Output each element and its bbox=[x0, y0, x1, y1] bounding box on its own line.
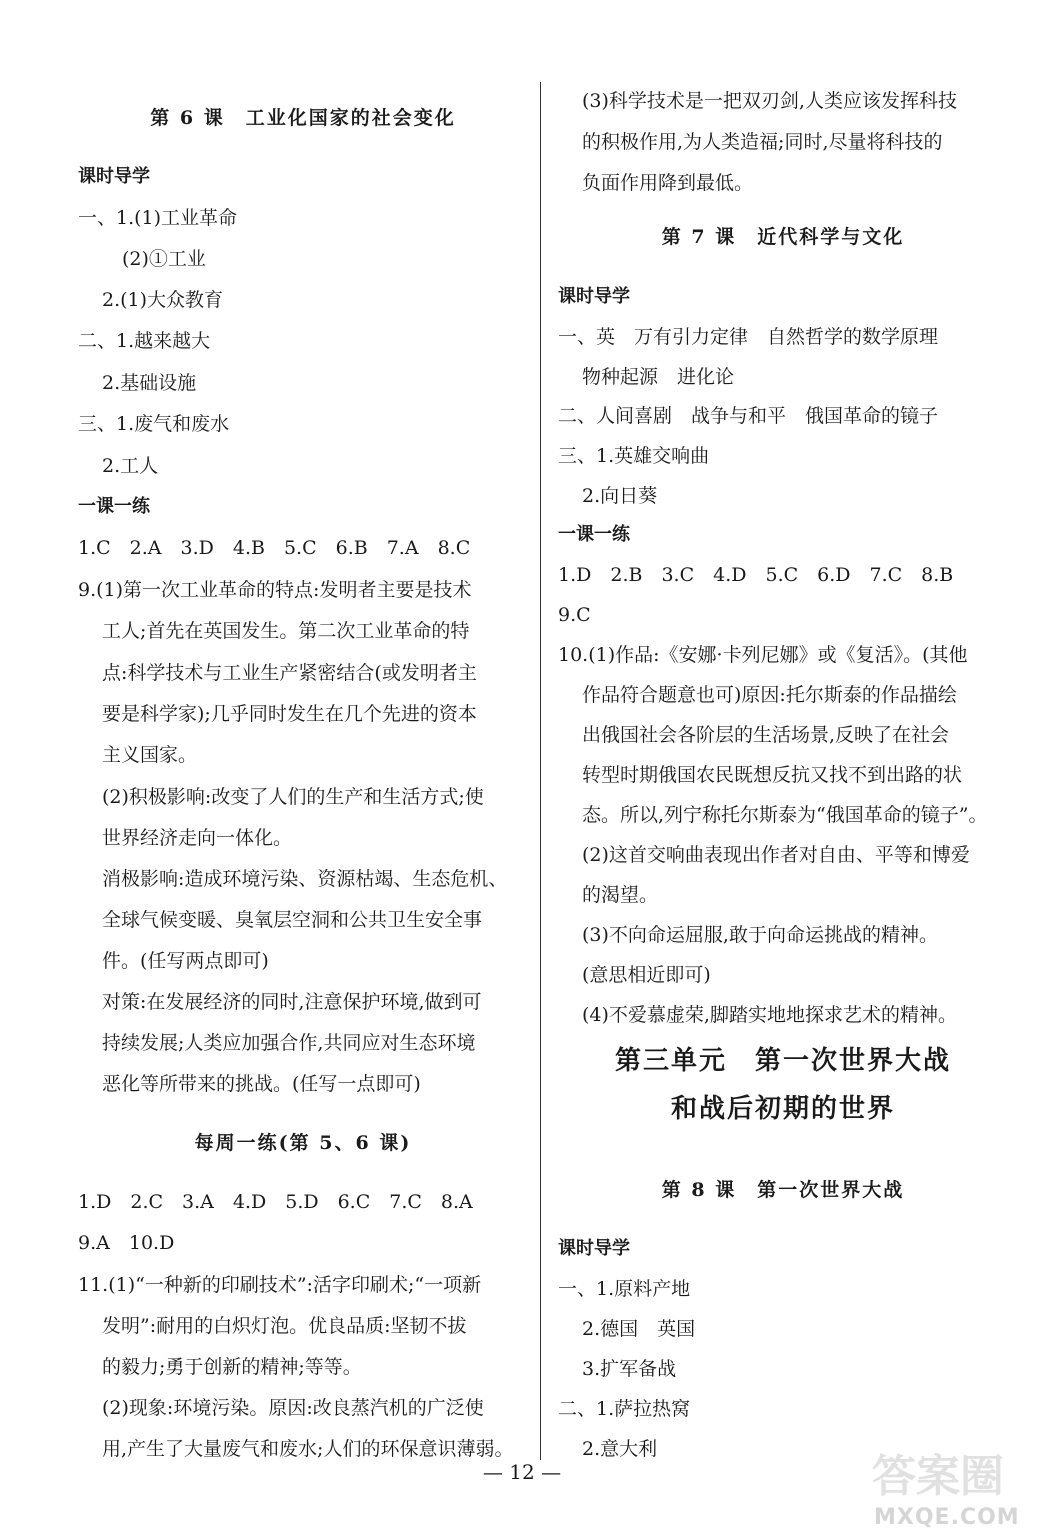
answer-line: 消极影响:造成环境污染、资源枯竭、生态危机、 bbox=[102, 868, 508, 890]
answer-line: 一、1.(1)工业革命 bbox=[78, 207, 238, 229]
lesson-7-title: 第 7 课 近代科学与文化 bbox=[661, 226, 905, 248]
answer-line: 作品符合题意也可)原因:托尔斯泰的作品描绘 bbox=[582, 684, 957, 706]
answer-line: 9.A 10.D bbox=[78, 1232, 175, 1254]
answer-line: 的渴望。 bbox=[582, 884, 659, 906]
answer-line: 2.基础设施 bbox=[102, 372, 197, 394]
answer-line: (2)①工业 bbox=[122, 248, 206, 270]
answer-line: 对策:在发展经济的同时,注意保护环境,做到可 bbox=[102, 991, 482, 1013]
answer-line: 点:科学技术与工业生产紧密结合(或发明者主 bbox=[102, 662, 477, 684]
answer-line: 转型时期俄国农民既想反抗又找不到出路的状 bbox=[582, 764, 963, 786]
answer-line: (2)这首交响曲表现出作者对自由、平等和博爱 bbox=[582, 844, 970, 866]
page-number: — 12 — bbox=[482, 1460, 562, 1484]
answer-line: 二、1.越来越大 bbox=[78, 330, 211, 352]
answer-line: 2.德国 英国 bbox=[582, 1318, 696, 1340]
answer-line: 9.(1)第一次工业革命的特点:发明者主要是技术 bbox=[78, 579, 472, 601]
answer-line: (4)不爱慕虚荣,脚踏实地地探求艺术的精神。 bbox=[582, 1004, 957, 1026]
section-label-keshi-daoxue: 课时导学 bbox=[558, 286, 630, 307]
answer-line: (意思相近即可) bbox=[582, 964, 711, 986]
answer-line: 三、1.英雄交响曲 bbox=[558, 445, 710, 467]
answer-line: 的毅力;勇于创新的精神;等等。 bbox=[102, 1356, 362, 1378]
answer-line: 恶化等所带来的挑战。(任写一点即可) bbox=[102, 1073, 421, 1095]
column-divider bbox=[540, 82, 541, 1460]
answer-line: 1.D 2.C 3.A 4.D 5.D 6.C 7.C 8.A bbox=[78, 1191, 473, 1213]
watermark-mark: 答案圈 bbox=[872, 1451, 1004, 1502]
answer-line: 9.C bbox=[558, 604, 591, 626]
weekly-practice-title: 每周一练(第 5、6 课) bbox=[194, 1132, 412, 1154]
answer-line: 要是科学家);几乎同时发生在几个先进的资本 bbox=[102, 703, 477, 725]
answer-line: 发明”:耐用的白炽灯泡。优良品质:坚韧不拔 bbox=[102, 1315, 467, 1337]
section-label-yike-yilian: 一课一练 bbox=[78, 496, 150, 517]
answer-line: 2.向日葵 bbox=[582, 485, 658, 507]
section-label-keshi-daoxue: 课时导学 bbox=[78, 166, 150, 187]
answer-line: 1.D 2.B 3.C 4.D 5.C 6.D 7.C 8.B bbox=[558, 564, 954, 586]
answer-line: (3)科学技术是一把双刃剑,人类应该发挥科技 bbox=[582, 90, 957, 112]
answer-line: 的积极作用,为人类造福;同时,尽量将科技的 bbox=[582, 131, 943, 153]
lesson-8-title: 第 8 课 第一次世界大战 bbox=[661, 1179, 905, 1201]
answer-line: 三、1.废气和废水 bbox=[78, 413, 230, 435]
answer-line: 工人;首先在英国发生。第二次工业革命的特 bbox=[102, 620, 470, 642]
answer-line: 二、1.萨拉热窝 bbox=[558, 1398, 691, 1420]
answer-line: 用,产生了大量废气和废水;人们的环保意识薄弱。 bbox=[102, 1438, 514, 1460]
answer-line: 主义国家。 bbox=[102, 744, 198, 766]
answer-line: 10.(1)作品:《安娜·卡列尼娜》或《复活》。(其他 bbox=[558, 644, 968, 666]
answer-line: 持续发展;人类应加强合作,共同应对生态环境 bbox=[102, 1032, 476, 1054]
answer-line: 1.C 2.A 3.D 4.B 5.C 6.B 7.A 8.C bbox=[78, 537, 471, 559]
answer-line: 全球气候变暖、臭氧层空洞和公共卫生安全事 bbox=[102, 909, 483, 931]
unit-title-line-2: 和战后初期的世界 bbox=[670, 1094, 895, 1124]
answer-line: 2.(1)大众教育 bbox=[102, 289, 224, 311]
section-label-yike-yilian: 一课一练 bbox=[558, 524, 630, 545]
answer-line: 11.(1)“一种新的印刷技术”:活字印刷术;“一项新 bbox=[78, 1274, 482, 1296]
answer-line: 二、人间喜剧 战争与和平 俄国革命的镜子 bbox=[558, 405, 939, 427]
answer-line: 世界经济走向一体化。 bbox=[102, 827, 293, 849]
unit-title-line-1: 第三单元 第一次世界大战 bbox=[614, 1046, 951, 1076]
answer-line: 负面作用降到最低。 bbox=[582, 172, 754, 194]
answer-line: (2)现象:环境污染。原因:改良蒸汽机的广泛使 bbox=[102, 1397, 484, 1419]
answer-line: 态。所以,列宁称托尔斯泰为“俄国革命的镜子”。 bbox=[582, 804, 988, 826]
answer-line: 2.意大利 bbox=[582, 1438, 658, 1460]
answer-line: (2)积极影响:改变了人们的生产和生活方式;使 bbox=[102, 786, 484, 808]
section-label-keshi-daoxue: 课时导学 bbox=[558, 1238, 630, 1259]
watermark-logo bbox=[868, 1440, 1038, 1532]
answer-line: 出俄国社会各阶层的生活场景,反映了在社会 bbox=[582, 724, 950, 746]
answer-line: (3)不向命运屈服,敢于向命运挑战的精神。 bbox=[582, 924, 938, 946]
watermark-url: MXQE.COM bbox=[874, 1505, 1020, 1530]
answer-line: 一、1.原料产地 bbox=[558, 1278, 691, 1300]
answer-line: 2.工人 bbox=[102, 455, 159, 477]
answer-line: 3.扩军备战 bbox=[582, 1358, 677, 1380]
answer-line: 物种起源 进化论 bbox=[582, 366, 735, 388]
lesson-6-title: 第 6 课 工业化国家的社会变化 bbox=[150, 107, 456, 129]
answer-line: 一、英 万有引力定律 自然哲学的数学原理 bbox=[558, 326, 939, 348]
answer-line: 件。(任写两点即可) bbox=[102, 950, 269, 972]
